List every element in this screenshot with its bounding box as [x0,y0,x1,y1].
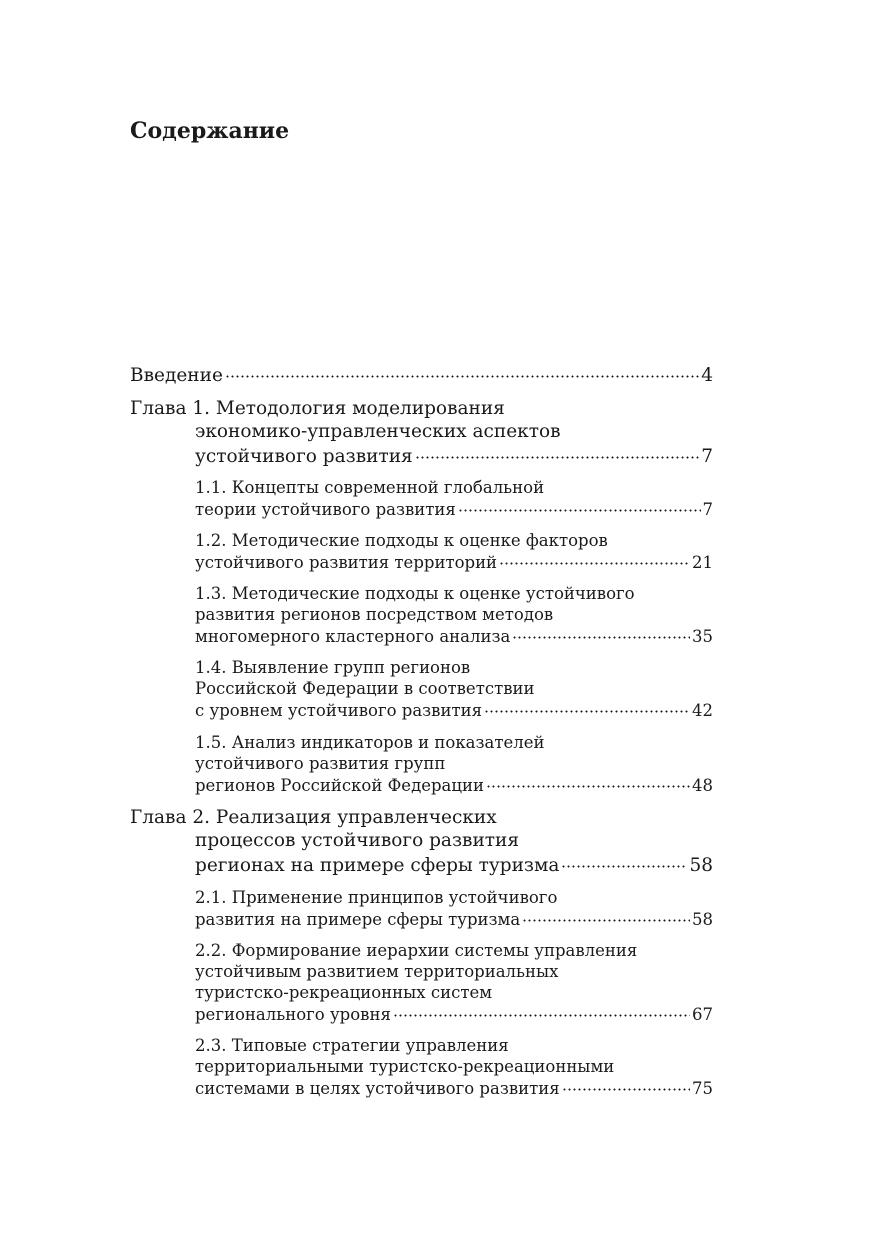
toc-line: 2.2. Формирование иерархии системы управления [195,941,638,960]
toc-title: регионах на примере сферы туризма [195,854,560,876]
toc-line: устойчивым развитием территориальных [195,962,559,981]
toc-line: 1.5. Анализ индикаторов и показателей [195,733,545,752]
toc-title: системами в целях устойчивого развития [195,1078,560,1098]
toc-line: экономико-управленческих аспектов [195,421,561,442]
toc-title: регионов Российской Федерации [195,775,484,795]
toc-title: развития на примере сферы туризма [195,909,521,929]
toc-line [195,774,713,796]
dot-leader [499,551,690,568]
toc-line: 1.2. Методические подходы к оценке факторов [195,531,608,550]
toc-line: процессов устойчивого развития [195,830,520,851]
toc-line [130,362,713,388]
toc-page-number: 48 [692,775,713,795]
toc-line [195,443,713,469]
dot-leader [225,362,699,381]
toc-page-number: 58 [689,854,713,876]
dot-leader [393,1003,690,1020]
toc-page-number: 7 [702,499,713,519]
dot-leader [484,699,690,716]
page-title: Содержание [130,118,290,144]
toc-line [195,551,713,573]
toc-page-number: 67 [692,1004,713,1024]
toc-title: Введение [130,364,223,386]
toc-line [195,1003,713,1025]
toc-line: 1.3. Методические подходы к оценке устойчивого [195,584,635,603]
toc-page-number: 7 [701,445,713,467]
toc-line: Глава 1. Методология моделирования [130,398,505,419]
toc-title: устойчивого развития территорий [195,552,498,572]
dot-leader [486,774,690,791]
toc-line: развития регионов посредством методов [195,605,554,624]
toc-line [195,699,713,721]
dot-leader [561,852,687,871]
toc-line [195,852,713,878]
toc-line: Российской Федерации в соответствии [195,679,535,698]
dot-leader [562,1077,690,1094]
toc-line: 1.4. Выявление групп регионов [195,658,471,677]
toc-line: 2.1. Применение принципов устойчивого [195,888,558,907]
dot-leader [512,625,690,642]
toc-line [195,1077,713,1099]
toc-line: 1.1. Концепты современной глобальной [195,478,545,497]
dot-leader [458,498,701,515]
toc-line: 2.3. Типовые стратегии управления [195,1036,509,1055]
toc-page-number: 35 [692,626,713,646]
toc-title: устойчивого развития [195,445,413,467]
toc-page-number: 75 [692,1078,713,1098]
toc-line: туристско-рекреационных систем [195,983,493,1002]
toc-page-number: 42 [692,700,713,720]
toc-line [195,908,713,930]
toc-line: устойчивого развития групп [195,754,446,773]
toc-page-number: 58 [692,909,713,929]
toc-line [195,625,713,647]
toc-line [195,498,713,520]
toc-line: Глава 2. Реализация управленческих [130,807,497,828]
toc-title: с уровнем устойчивого развития [195,700,483,720]
toc-title: теории устойчивого развития [195,499,456,519]
dot-leader [522,908,690,925]
toc-line: территориальными туристско-рекреационными [195,1057,615,1076]
dot-leader [415,443,700,462]
toc-title: регионального уровня [195,1004,391,1024]
toc-page-number: 21 [692,552,713,572]
toc-title: многомерного кластерного анализа [195,626,511,646]
toc-page-number: 4 [701,364,713,386]
